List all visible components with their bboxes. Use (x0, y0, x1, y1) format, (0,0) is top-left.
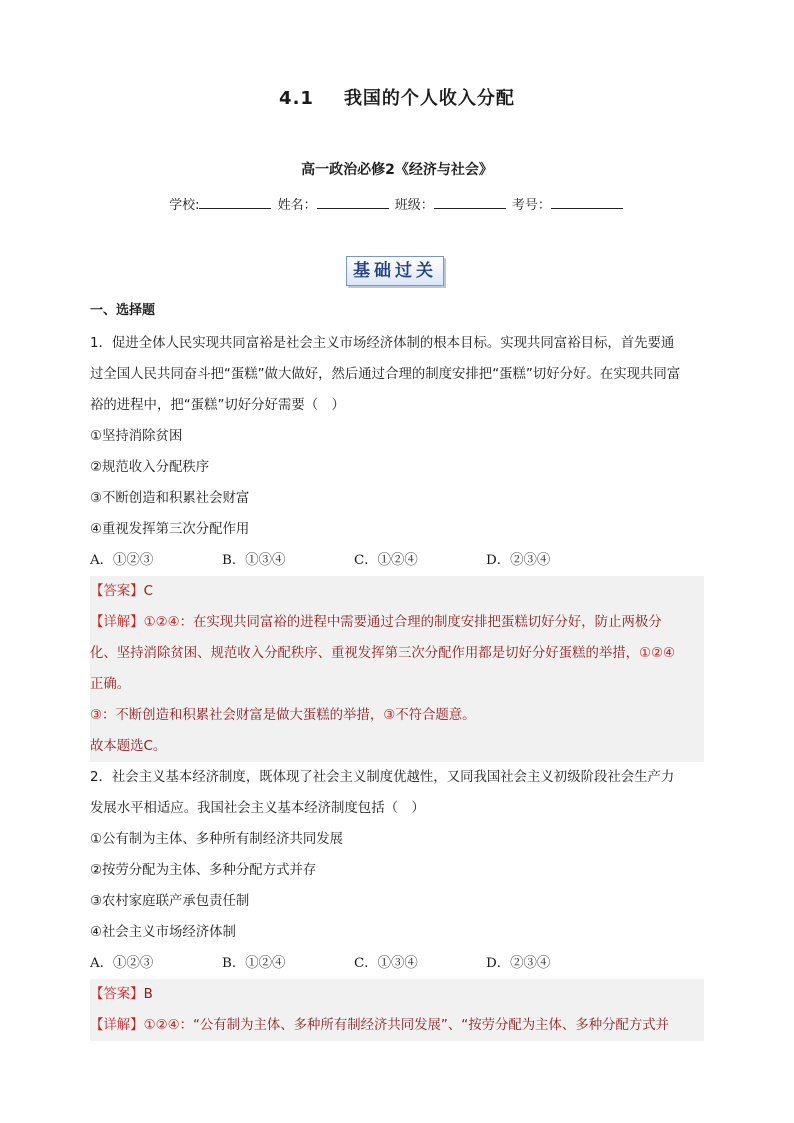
q1-option-c: C．①②④ (354, 553, 418, 568)
q1-option-b: B．①③④ (222, 553, 286, 568)
page-subtitle: 高一政治必修2《经济与社会》 (301, 162, 493, 178)
q1-stem-line-2: 过全国人民共同奋斗把“蛋糕”做大做好，然后通过合理的制度安排把“蛋糕”切好分好。在实现共同富 (90, 367, 681, 382)
q1-answer: 【答案】C (90, 584, 153, 599)
class-blank (434, 196, 506, 209)
q1-item-1: ①坚持消除贫困 (90, 429, 183, 444)
q2-options (90, 948, 704, 979)
q1-item-2: ②规范收入分配秩序 (90, 460, 210, 475)
q1-option-d: D．②③④ (486, 553, 551, 568)
name-blank (317, 196, 389, 209)
q2-item-1: ①公有制为主体、多种所有制经济共同发展 (90, 832, 344, 847)
q2-stem-line-1: 2．社会主义基本经济制度，既体现了社会主义制度优越性，又同我国社会主义初级阶段社会生产力 (90, 770, 675, 785)
q1-detail-line-2: 化、坚持消除贫困、规范收入分配秩序、重视发挥第三次分配作用都是切好分好蛋糕的举措，①②④ (90, 646, 676, 661)
question-1 (90, 328, 704, 762)
q2-answer: 【答案】B (90, 987, 153, 1002)
section-badge-wrap (346, 256, 444, 286)
student-info-line (0, 194, 794, 213)
q2-answer-box (90, 979, 704, 1041)
q2-item-2: ②按劳分配为主体、多种分配方式并存 (90, 863, 317, 878)
basic-level-badge: 基础过关 (346, 256, 444, 286)
q1-item-3: ③不断创造和积累社会财富 (90, 491, 250, 506)
q1-detail-line-5: 故本题选C。 (90, 739, 167, 754)
q2-detail-line-1: 【详解】①②④：“公有制为主体、多种所有制经济共同发展”、“按劳分配为主体、多种分配方式并 (90, 1018, 670, 1033)
q2-stem-line-2: 发展水平相适应。我国社会主义基本经济制度包括（ ） (90, 801, 425, 816)
exam-number-blank (551, 196, 623, 209)
class-label: 班级： (394, 198, 434, 213)
q2-item-3: ③农村家庭联产承包责任制 (90, 894, 250, 909)
question-2 (90, 762, 704, 1041)
q1-item-4: ④重视发挥第三次分配作用 (90, 522, 250, 537)
q1-options (90, 545, 704, 576)
title-number: 4.1 (279, 88, 314, 109)
q2-item-4: ④社会主义市场经济体制 (90, 925, 236, 940)
q1-stem-line-3: 裕的进程中，把“蛋糕”切好分好需要（ ） (90, 398, 345, 413)
title-text: 我国的个人收入分配 (343, 88, 515, 109)
q2-option-d: D．②③④ (486, 956, 551, 971)
page-title (0, 84, 794, 110)
q1-stem-line-1: 1．促进全体人民实现共同富裕是社会主义市场经济体制的根本目标。实现共同富裕目标，首先要通 (90, 336, 675, 351)
q2-option-b: B．①②④ (222, 956, 286, 971)
q2-option-c: C．①③④ (354, 956, 418, 971)
name-label: 姓名： (277, 198, 317, 213)
question-content (90, 298, 704, 1041)
exam-number-label: 考号： (511, 198, 551, 213)
q1-answer-box (90, 576, 704, 762)
q1-option-a: A．①②③ (90, 553, 154, 568)
section-heading: 一、选择题 (90, 303, 156, 318)
school-blank (199, 196, 271, 209)
q1-detail-line-4: ③：不断创造和积累社会财富是做大蛋糕的举措，③不符合题意。 (90, 708, 476, 723)
q1-detail-line-1: 【详解】①②④：在实现共同富裕的进程中需要通过合理的制度安排把蛋糕切好分好，防止两极分 (90, 615, 662, 630)
q2-option-a: A．①②③ (90, 956, 154, 971)
school-label: 学校: (169, 198, 200, 213)
q1-detail-line-3: 正确。 (90, 677, 131, 692)
